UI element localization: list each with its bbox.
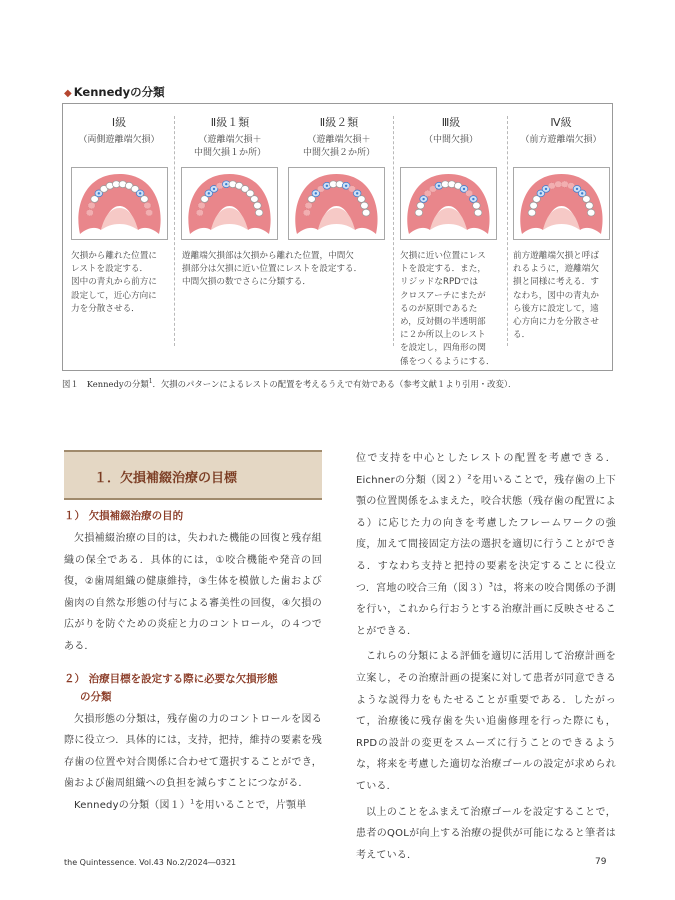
class-3-subtitle: （中間欠損）	[423, 135, 478, 145]
diamond-icon: ◆	[64, 88, 72, 99]
paragraph: これらの分類による評価を適切に活用して治療計画を立案し，その治療計画の提案に対して患者が同意できるような説得力をもたせることが重要である．したがって，治療後に残存歯を失い追歯修理を行った際にも，RPDの設計の変更をスムーズに行うことのできるような，将来を考慮した適切な治療ゴールの設定が求められている．	[356, 651, 616, 792]
class-1-column	[65, 116, 173, 147]
class-2-2-subtitle: （遊離端欠損＋ 中間欠損２か所）	[302, 135, 375, 158]
caption-rest: ．欠損のパターンによるレストの配置を考えるうえで有効である（参考文献１より引用・改変）．	[152, 379, 517, 389]
class-4-title: Ⅳ級	[550, 116, 572, 129]
class-2-2-column	[285, 116, 393, 159]
page-number: 79	[595, 857, 607, 867]
arch-illustration	[400, 167, 497, 240]
footer-journal: the Quintessence. Vol.43 No.2/2024―0321	[64, 858, 237, 867]
arch-illustration	[181, 167, 278, 240]
class-3-title: Ⅲ級	[441, 116, 461, 129]
class-2-2-title: Ⅱ級２類	[319, 116, 359, 129]
class-2-1-title: Ⅱ級１類	[210, 116, 250, 129]
right-text-column	[356, 448, 616, 866]
class-3-description: 欠損に近い位置にレス トを設定する．また， リジッドなRPDでは クロスアーチにまたが るのが原則であるた め，反対側の半透明部 に２か所以上のレスト を設定し，四角形の関 係をつくるようにする．	[400, 251, 495, 367]
arch-illustration	[513, 167, 610, 240]
class-4-subtitle: （前方遊離端欠損）	[520, 135, 602, 145]
class-1-title: Ⅰ級	[111, 116, 127, 129]
caption-text: Kennedyの分類	[86, 379, 149, 389]
class-4-description: 前方遊離端欠損と呼ば れるように，遊離端欠 損と同様に考える．す なわち，図中の青丸か ら後方に設定して，遠 心方向に力を分散させ る．	[513, 251, 599, 341]
class-2-1-column	[176, 116, 284, 159]
class-2-description: 遊離端欠損部は欠損から離れた位置，中間欠 損部分は欠損に近い位置にレストを設定する． 中間欠損の数でさらに分類する．	[182, 251, 363, 288]
subsection-heading-1: １） 欠損補綴治療の目的	[64, 510, 184, 522]
paragraph: Kennedyの分類（図１）$^1$を用いることで，片顎単	[74, 797, 307, 811]
column-divider	[507, 116, 508, 346]
arch-illustration	[71, 167, 168, 240]
paragraph: 以上のことをふまえて治療ゴールを設定することで，患者のQOLが向上する治療の提供が可能になると筆者は考えている．	[356, 806, 616, 861]
paragraph: 欠損補綴治療の目的は，失われた機能の回復と残存組織の保全である．具体的には，①咬合機能や発音の回復，②歯周組織の健康維持，③生体を模倣した歯および歯肉の自然な形態の付与による審美性の回復，④欠損の広がりを防ぐための炎症と力のコントロール，の４つである．	[64, 533, 322, 652]
arch-illustration	[288, 167, 385, 240]
column-divider	[393, 116, 394, 346]
paragraph: 位で支持を中心としたレストの配置を考慮できる．Eichnerの分類（図２）$^2$を用いることで，残存歯の上下顎の位置関係をふまえた，咬合状態（残存歯の配置による）に応じた力の向きを考慮したフレームワークの強度，加えて間接固定方法の選択を適切に行うことができる．すなわち支持と把持の要素を決定することに役立つ．宮地の咬合三角（図３）$^3$は，将来の咬合関係の予測を行い，これから行おうとする治療計画に反映させることができる．	[356, 453, 616, 637]
figure-title	[64, 84, 165, 100]
paragraph: 欠損形態の分類は，残存歯の力のコントロールを図る際に役立つ．具体的には，支持，把持，維持の要素を残存歯の位置や対合関係に合わせて選択することができ，歯および歯周組織への負担を減らすことにつながる．	[64, 713, 322, 790]
class-1-subtitle: （両側遊離端欠損）	[78, 135, 160, 145]
class-4-column	[509, 116, 613, 147]
class-3-column	[396, 116, 506, 147]
class-2-1-subtitle: （遊離端欠損＋ 中間欠損１か所）	[193, 135, 266, 158]
class-1-description: 欠損から離れた位置に レストを設定する． 図中の青丸から前方に 設定して，近心方向に 力を分散させる．	[71, 251, 157, 314]
figure-heading-text: Kennedyの分類	[73, 85, 165, 99]
subsection-heading-2: ２） 治療目標を設定する際に必要な欠損形態 の分類	[64, 672, 278, 703]
left-text-column	[64, 450, 322, 817]
section-heading: １．欠損補綴治療の目標	[64, 450, 322, 500]
figure-caption: 図１ Kennedyの分類$^1$．欠損のパターンによるレストの配置を考えるうえで有効である（参考文献１より引用・改変）．	[62, 378, 517, 389]
caption-label: 図１	[62, 379, 79, 389]
kennedy-figure-box	[62, 103, 613, 371]
